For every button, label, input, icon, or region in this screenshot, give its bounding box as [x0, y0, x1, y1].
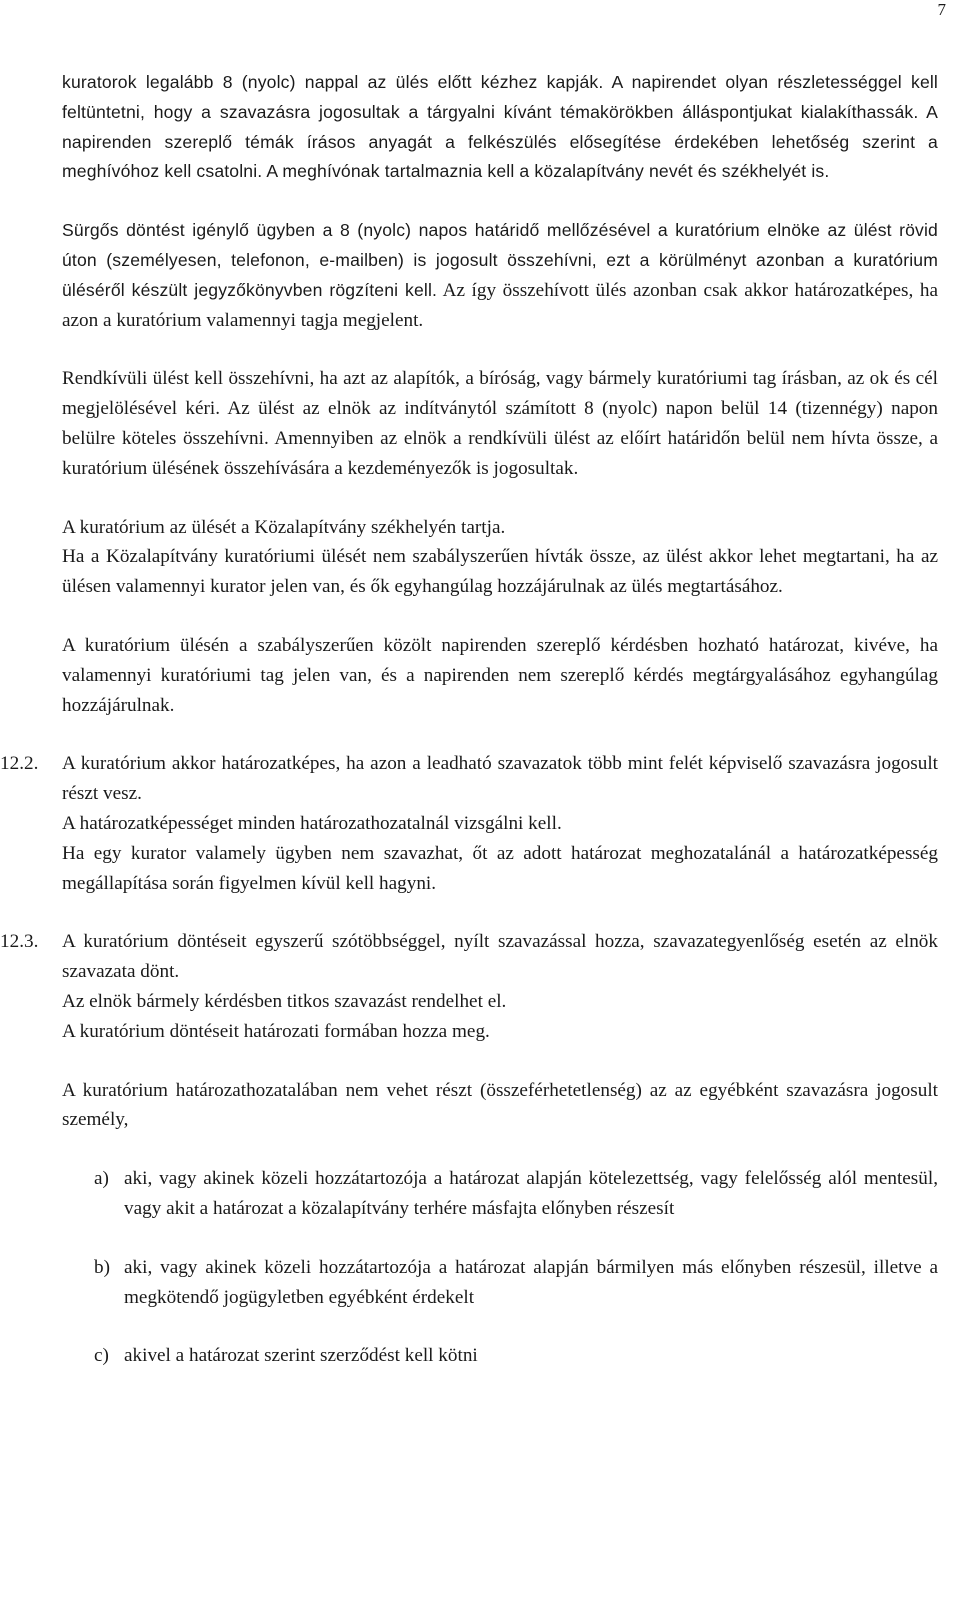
paragraph-meeting-invitation: kuratorok legalább 8 (nyolc) nappal az ülés előtt kézhez kapják. A napirendet olyan részletességgel kell feltüntetni, hogy a szavazásra jogosultak a tárgyalni kívánt témakörökben álláspontjukat kialakíthassák. A napirenden szereplő témák írásos anyagát a felkészülés elősegítése érdekében lehetőség szerint a meghívóhoz kell csatolni. A meghívónak tartalmaznia kell a közalapítvány nevét és székhelyét is.: [62, 72, 938, 182]
list-item: [94, 1164, 938, 1224]
document-body: [0, 68, 938, 1371]
section-12-2: [0, 749, 938, 898]
section-12-2-excluded-member: Ha egy kurator valamely ügyben nem szavazhat, őt az adott határozat meghozatalánál a határozatképesség megállapítása során figyelmen kívül kell hagyni.: [62, 842, 938, 894]
section-12-3-secret-vote: Az elnök bármely kérdésben titkos szavazást rendelhet el.: [62, 990, 507, 1012]
list-marker: a): [94, 1168, 109, 1190]
list-item-text: aki, vagy akinek közeli hozzátartozója a határozat alapján kötelezettség, vagy felelősség alól mentesül, vagy akit a határozat a közalapítvány terhére másfajta előnyben részesít: [124, 1168, 938, 1219]
list-item: [94, 1253, 938, 1313]
list-marker: b): [94, 1256, 110, 1278]
paragraph-agenda-decisions: A kuratórium ülésén a szabályszerűen közölt napirenden szereplő kérdésben hozható határozat, kivéve, ha valamennyi kuratóriumi tag jelen van, és a napirenden nem szereplő kérdés megtárgyalásához egyhangúlag hozzájárulnak.: [62, 634, 938, 716]
paragraph-urgent-meeting: [62, 216, 938, 335]
list-marker: c): [94, 1345, 109, 1367]
section-12-3: [0, 927, 938, 1046]
section-12-3-number: 12.3.: [0, 931, 39, 953]
paragraph-extraordinary-meeting: Rendkívüli ülést kell összehívni, ha azt az alapítók, a bíróság, vagy bármely kuratóriumi tag írásban, az ok és cél megjelölésével kéri. Az ülést az elnök az indítványtól számított 8 (nyolc) napon belül 14 (tizennégy) napon belülre köteles összehívni. Amennyiben az elnök a rendkívüli ülést az előírt határidőn belül nem hívta össze, a kuratórium ülésének összehívására a kezdeményezők is jogosultak.: [62, 368, 938, 479]
section-12-3-resolution-form: A kuratórium döntéseit határozati formában hozza meg.: [62, 1020, 490, 1042]
page-number: 7: [937, 0, 946, 19]
paragraph-irregular-convening: Ha a Közalapítvány kuratóriumi ülését nem szabályszerűen hívták össze, az ülést akkor lehet megtartani, ha az ülésen valamennyi kurator jelen van, és ők egyhangúlag hozzájárulnak az ülés megtartásához.: [62, 546, 938, 598]
list-item: [94, 1341, 938, 1371]
list-item-text: akivel a határozat szerint szerződést kell kötni: [124, 1345, 478, 1367]
section-12-3-majority: A kuratórium döntéseit egyszerű szótöbbséggel, nyílt szavazással hozza, szavazategyenlőség esetén az elnök szavazata dönt.: [62, 931, 938, 983]
paragraph-urgent-meeting-part2: Az így összehívott ülés azonban csak akkor határozatképes, ha azon a kuratórium valamennyi tagja megjelent.: [62, 279, 938, 331]
exclusion-list: [94, 1164, 938, 1371]
section-12-2-number: 12.2.: [0, 753, 39, 775]
section-12-2-quorum: A kuratórium akkor határozatképes, ha azon a leadható szavazatok több mint felét képviselő szavazásra jogosult részt vesz.: [62, 753, 938, 805]
paragraph-meeting-location: A kuratórium az ülését a Közalapítvány székhelyén tartja.: [62, 516, 506, 538]
paragraph-urgent-meeting-part1: Sürgős döntést igénylő ügyben a 8 (nyolc) napos határidő mellőzésével a kuratórium elnöke az ülést rövid úton (személyesen, telefonon, e-mailben) is jogosult összehívni, ezt a körülményt azonban a kuratórium üléséről készült jegyzőkönyvben rögzíteni kell.: [62, 220, 938, 300]
section-12-2-check: A határozatképességet minden határozathozatalnál vizsgálni kell.: [62, 812, 562, 834]
list-item-text: aki, vagy akinek közeli hozzátartozója a határozat alapján bármilyen más előnyben részesül, illetve a megkötendő jogügyletben egyébként érdekelt: [124, 1256, 938, 1308]
paragraph-conflict-of-interest: A kuratórium határozathozatalában nem vehet részt (összeférhetetlenség) az az egyébként szavazásra jogosult személy,: [62, 1079, 938, 1131]
